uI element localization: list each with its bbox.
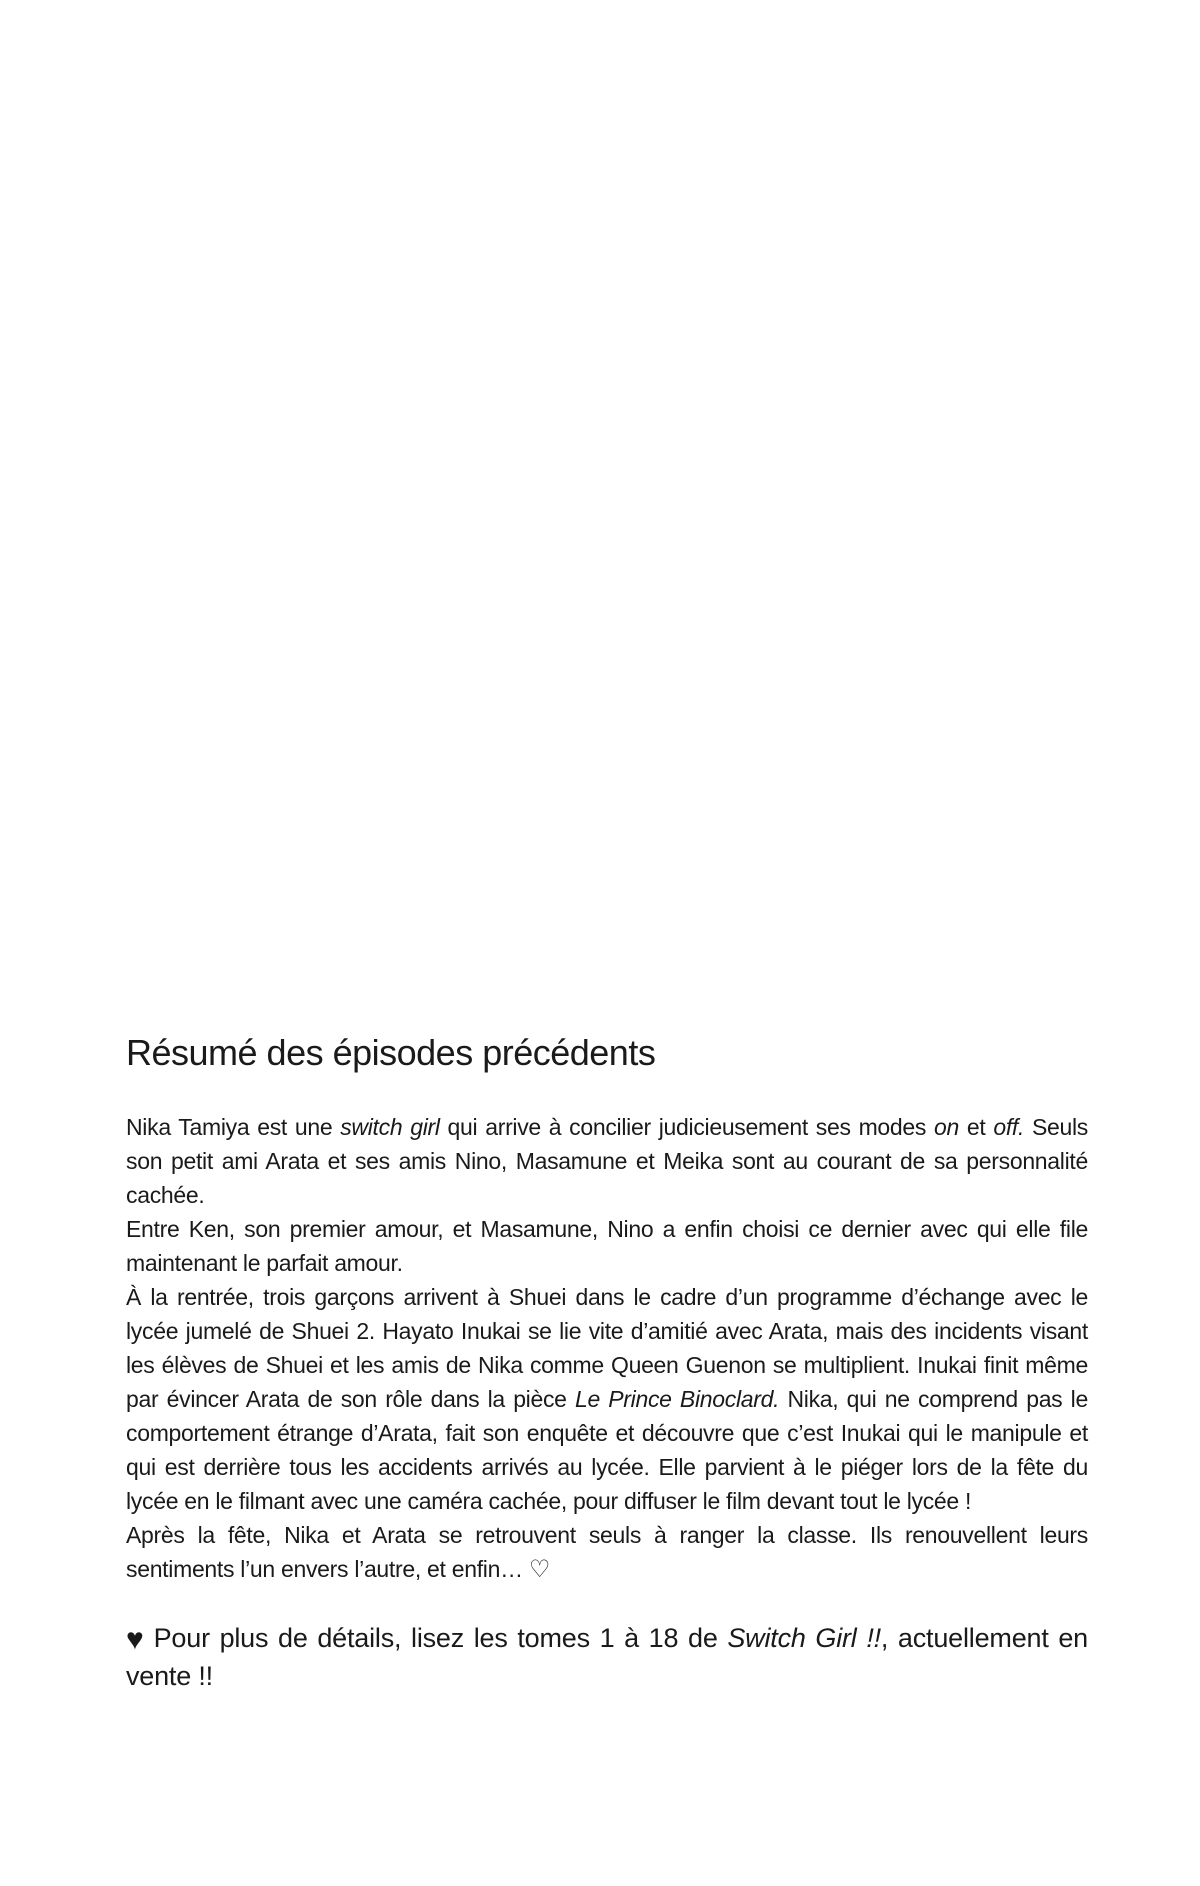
- summary-body: [126, 1110, 1088, 1587]
- italic-text: off.: [993, 1114, 1025, 1140]
- text: Pour plus de détails, lisez les tomes 1 à 18 de: [153, 1623, 728, 1653]
- text: À la rentrée, trois garçons arrivent à Shuei dans le cadre d’un programme d’échange avec le lycée jumelé de Shuei 2. Hayato Inukai se lie vite d’amitié avec Arata, mais des incidents visant les élèves de Shuei et les amis de Nika comme Queen Guenon se multiplient. Inukai finit même par évincer Arata de son rôle dans la pièce: [126, 1284, 1088, 1412]
- italic-text: switch girl: [340, 1114, 440, 1140]
- text: , actuellement en vente !!: [126, 1623, 1088, 1691]
- text: qui arrive à concilier judicieusement ses modes: [439, 1114, 934, 1140]
- closing-note: [126, 1619, 1088, 1695]
- text: Nika, qui ne comprend pas le comportement étrange d’Arata, fait son enquête et découvre que c’est Inukai qui le manipule et qui est derrière tous les accidents arrivés au lycée. Elle parvient à le piéger lors de la fête du lycée en le filmant avec une caméra cachée, pour diffuser le film devant tout le lycée !: [126, 1386, 1088, 1514]
- paragraph-rentree: [126, 1280, 1088, 1518]
- italic-text: Le Prince Binoclard.: [574, 1386, 780, 1412]
- text: Après la fête, Nika et Arata se retrouvent seuls à ranger la classe. Ils renouvellent leurs sentiments l’un envers l’autre, et enfin…: [126, 1522, 1088, 1582]
- paragraph-love: Entre Ken, son premier amour, et Masamune, Nino a enfin choisi ce dernier avec qui elle file maintenant le parfait amour.: [126, 1216, 1088, 1276]
- italic-text: on: [934, 1114, 959, 1140]
- paragraph-intro: [126, 1110, 1088, 1212]
- heart-filled-icon: ♥: [126, 1623, 144, 1656]
- summary-title: Résumé des épisodes précédents: [126, 1032, 656, 1073]
- text: Nika Tamiya est une: [126, 1114, 341, 1140]
- summary-section: [126, 1032, 1088, 1695]
- paragraph-after-fete: [126, 1518, 1088, 1587]
- text: et: [958, 1114, 994, 1140]
- italic-text: Switch Girl !!: [727, 1623, 881, 1653]
- heart-outline-icon: ♡: [528, 1556, 551, 1583]
- text: Seuls son petit ami Arata et ses amis Nino, Masamune et Meika sont au courant de sa personnalité cachée.: [126, 1114, 1089, 1208]
